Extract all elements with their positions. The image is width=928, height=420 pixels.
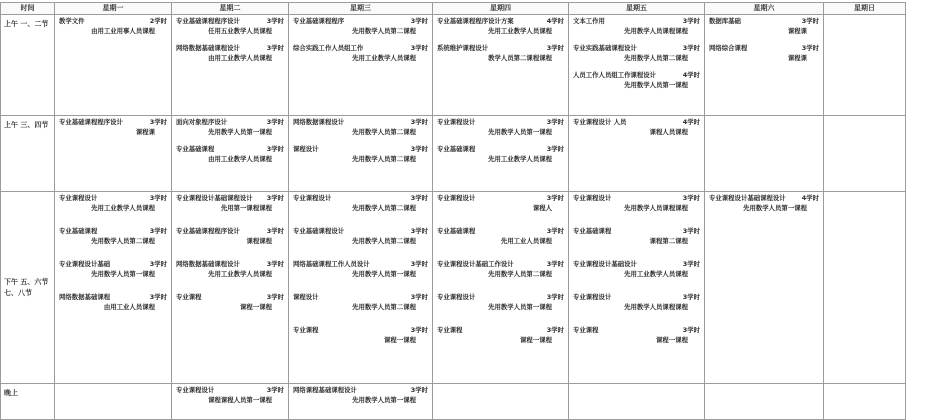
course-teacher: 由用工业教学人员课程 <box>208 53 272 62</box>
cell <box>705 384 824 420</box>
course-entry <box>172 116 288 137</box>
course-title: 综合实践工作人员组工作 <box>293 44 364 52</box>
row-morning-2 <box>1 116 906 192</box>
course-hours: 3学时 <box>682 293 700 301</box>
course-entry <box>172 291 288 312</box>
course-hours: 3学时 <box>682 260 700 268</box>
course-teacher: 课程课 <box>787 26 807 35</box>
course-teacher: 先用工业教学人员课程 <box>624 269 688 278</box>
cell <box>433 15 569 116</box>
course-entry <box>569 15 704 36</box>
course-teacher: 先用工业教学人员课程 <box>91 203 155 212</box>
course-teacher: 由用工业人员课程 <box>103 302 155 311</box>
course-entry <box>569 225 704 246</box>
course-entry <box>289 116 432 137</box>
course-hours: 3学时 <box>266 227 284 235</box>
course-entry <box>289 192 432 213</box>
course-title: 专业课程设计 <box>437 194 476 202</box>
cell <box>705 15 824 116</box>
course-hours: 3学时 <box>266 145 284 153</box>
course-hours: 3学时 <box>266 260 284 268</box>
course-entry <box>289 225 432 246</box>
course-teacher: 课程一课程 <box>240 302 272 311</box>
course-title: 专业课程设计基础课程设计 <box>176 194 253 202</box>
period-label: 上午 一、二节 <box>1 15 55 116</box>
cell <box>55 116 172 192</box>
cell <box>705 116 824 192</box>
course-hours: 3学时 <box>410 44 428 52</box>
course-hours: 3学时 <box>546 326 564 334</box>
course-title: 网络课程基础课程设计 <box>293 386 357 394</box>
course-entry <box>705 15 823 36</box>
course-teacher: 先用数学人员第二课程 <box>352 154 416 163</box>
course-hours: 3学时 <box>149 194 167 202</box>
course-title: 专业课程设计 <box>293 194 332 202</box>
course-hours: 3学时 <box>266 44 284 52</box>
course-title: 课程设计 <box>293 293 319 301</box>
course-hours: 3学时 <box>410 227 428 235</box>
header-tue: 星期二 <box>172 3 289 15</box>
course-hours: 3学时 <box>546 260 564 268</box>
course-teacher: 先用数学人员第二课程 <box>352 302 416 311</box>
header-sun: 星期日 <box>824 3 906 15</box>
course-entry <box>433 324 568 345</box>
course-hours: 3学时 <box>546 118 564 126</box>
course-hours: 3学时 <box>266 386 284 394</box>
course-hours: 3学时 <box>682 227 700 235</box>
course-entry <box>55 291 171 312</box>
cell <box>569 384 705 420</box>
course-title: 人员工作人员组工作课程设计 <box>573 71 657 79</box>
course-entry <box>705 42 823 63</box>
course-teacher: 课程一课程 <box>520 335 552 344</box>
course-teacher: 先用教学人员第一课程 <box>488 302 552 311</box>
course-title: 网络基础课程工作人员设计 <box>293 260 370 268</box>
course-title: 专业课程设计基础设计 <box>573 260 637 268</box>
course-teacher: 先用数学人员第一课程 <box>624 80 688 89</box>
course-entry <box>172 15 288 36</box>
course-entry <box>289 258 432 279</box>
cell <box>55 15 172 116</box>
course-hours: 4学时 <box>546 17 564 25</box>
course-title: 数据库基础 <box>709 17 741 25</box>
course-title: 教学文件 <box>59 17 85 25</box>
cell <box>172 116 289 192</box>
timetable <box>0 2 906 420</box>
course-hours: 3学时 <box>682 17 700 25</box>
course-entry <box>55 116 171 137</box>
course-title: 专业课程 <box>573 326 599 334</box>
course-teacher: 先用教学人员第一课程 <box>352 269 416 278</box>
course-hours: 3学时 <box>546 44 564 52</box>
course-entry <box>569 69 704 90</box>
header-time: 时间 <box>1 3 55 15</box>
cell <box>433 384 569 420</box>
course-entry <box>172 42 288 63</box>
course-entry <box>172 225 288 246</box>
course-hours: 3学时 <box>546 145 564 153</box>
course-title: 文本工作用 <box>573 17 605 25</box>
course-teacher: 课程一课程 <box>384 335 416 344</box>
course-hours: 3学时 <box>682 194 700 202</box>
course-teacher: 先用工业教学人员课程 <box>488 26 552 35</box>
course-entry <box>172 258 288 279</box>
cell <box>289 192 433 384</box>
row-morning-1 <box>1 15 906 116</box>
course-hours: 3学时 <box>410 118 428 126</box>
course-entry <box>172 143 288 164</box>
row-evening <box>1 384 906 420</box>
course-title: 专业课程设计 <box>437 118 476 126</box>
course-entry <box>55 192 171 213</box>
cell <box>705 192 824 384</box>
cell <box>569 192 705 384</box>
course-entry <box>289 42 432 63</box>
course-title: 专业课程设计 <box>437 293 476 301</box>
course-teacher: 先用工业教学人员课程 <box>352 53 416 62</box>
course-hours: 3学时 <box>546 227 564 235</box>
cell <box>55 384 172 420</box>
course-hours: 3学时 <box>801 44 819 52</box>
course-teacher: 课程课程人员第一课程 <box>208 395 272 404</box>
course-teacher: 先用数学人员第一课程 <box>743 203 807 212</box>
course-hours: 4学时 <box>801 194 819 202</box>
course-teacher: 教学人员第二课程课程 <box>488 53 552 62</box>
course-hours: 3学时 <box>410 145 428 153</box>
course-title: 专业基础课程程序设计 <box>176 17 240 25</box>
course-entry <box>569 192 704 213</box>
course-teacher: 由用工业用事人员课程 <box>91 26 155 35</box>
course-teacher: 先用数学人员第二课程 <box>352 127 416 136</box>
course-teacher: 课程第二课程 <box>649 236 688 245</box>
header-thu: 星期四 <box>433 3 569 15</box>
course-teacher: 先用第一课程课程 <box>220 203 272 212</box>
course-teacher: 任用五业教学人员课程 <box>208 26 272 35</box>
course-title: 专业基础课程程序设计 <box>59 118 123 126</box>
course-teacher: 课程人员课程 <box>649 127 688 136</box>
period-label: 晚上 <box>1 384 55 420</box>
course-teacher: 由用工业教学人员课程 <box>208 154 272 163</box>
course-teacher: 课程课 <box>787 53 807 62</box>
course-hours: 3学时 <box>682 326 700 334</box>
course-title: 专业课程设计 <box>176 386 215 394</box>
course-hours: 3学时 <box>266 293 284 301</box>
course-title: 面向对象程序设计 <box>176 118 228 126</box>
course-title: 专业课程设计 <box>59 194 98 202</box>
course-teacher: 先用数学人员第二课程 <box>352 26 416 35</box>
cell <box>172 15 289 116</box>
course-entry <box>569 324 704 345</box>
course-title: 专业基础课程 <box>59 227 98 235</box>
course-entry <box>55 258 171 279</box>
course-title: 网络数据基础课程 <box>59 293 111 301</box>
course-hours: 3学时 <box>410 293 428 301</box>
course-hours: 3学时 <box>801 17 819 25</box>
course-title: 课程设计 <box>293 145 319 153</box>
course-hours: 3学时 <box>149 118 167 126</box>
course-teacher: 先用数学人员第二课程 <box>91 236 155 245</box>
course-teacher: 先用教学人员第一课程 <box>488 127 552 136</box>
course-title: 专业课程设计基础课程设计 <box>709 194 786 202</box>
cell <box>289 15 433 116</box>
course-entry <box>55 225 171 246</box>
course-entry <box>433 116 568 137</box>
course-entry <box>289 143 432 164</box>
cell <box>569 15 705 116</box>
course-teacher: 先用教学人员第一课程 <box>208 127 272 136</box>
course-teacher: 先用教学人员课程课程 <box>624 302 688 311</box>
course-teacher: 先用教学人员课程课程 <box>624 26 688 35</box>
cell <box>433 116 569 192</box>
course-teacher: 先用工业人员课程 <box>500 236 552 245</box>
course-title: 专业课程设计 人员 <box>573 118 627 126</box>
cell <box>824 192 906 384</box>
cell <box>824 384 906 420</box>
course-hours: 3学时 <box>546 194 564 202</box>
course-entry <box>289 15 432 36</box>
course-title: 专业课程设计 <box>573 194 612 202</box>
course-hours: 3学时 <box>149 227 167 235</box>
course-teacher: 课程课 <box>135 127 155 136</box>
cell <box>289 116 433 192</box>
cell <box>824 116 906 192</box>
course-entry <box>433 192 568 213</box>
course-hours: 3学时 <box>682 44 700 52</box>
course-hours: 4学时 <box>682 71 700 79</box>
course-teacher: 先用教学人员第二课程 <box>352 236 416 245</box>
course-title: 专业实践基础课程设计 <box>573 44 637 52</box>
course-entry <box>289 384 432 405</box>
course-title: 网络数据课程设计 <box>293 118 345 126</box>
course-title: 网络数据基础课程设计 <box>176 44 240 52</box>
cell <box>55 192 172 384</box>
course-teacher: 先用教学人员课程课程 <box>624 203 688 212</box>
course-hours: 4学时 <box>682 118 700 126</box>
course-title: 专业课程设计基础工作设计 <box>437 260 514 268</box>
course-hours: 2学时 <box>149 17 167 25</box>
course-teacher: 先用数学人员第一课程 <box>91 269 155 278</box>
course-hours: 3学时 <box>266 118 284 126</box>
course-title: 专业课程 <box>176 293 202 301</box>
course-entry <box>569 291 704 312</box>
course-hours: 3学时 <box>410 386 428 394</box>
cell <box>172 192 289 384</box>
cell <box>824 15 906 116</box>
header-row <box>1 3 906 15</box>
course-title: 网络数据基础课程设计 <box>176 260 240 268</box>
course-entry <box>569 258 704 279</box>
course-teacher: 课程课程 <box>246 236 272 245</box>
course-teacher: 课程一课程 <box>656 335 688 344</box>
course-hours: 3学时 <box>410 194 428 202</box>
course-title: 专业课程设计基础 <box>59 260 111 268</box>
header-mon: 星期一 <box>55 3 172 15</box>
cell <box>172 384 289 420</box>
course-title: 专业课程 <box>437 326 463 334</box>
course-teacher: 先用工业教学人员课程 <box>488 154 552 163</box>
course-title: 专业课程 <box>293 326 319 334</box>
course-hours: 3学时 <box>410 260 428 268</box>
course-entry <box>172 192 288 213</box>
course-hours: 3学时 <box>410 326 428 334</box>
course-entry <box>433 258 568 279</box>
course-hours: 3学时 <box>546 293 564 301</box>
cell <box>433 192 569 384</box>
period-label: 下午 五、六节 七、八节 <box>1 192 55 384</box>
course-entry <box>433 225 568 246</box>
course-entry <box>433 42 568 63</box>
course-teacher: 先用数学人员第二课程 <box>624 53 688 62</box>
course-entry <box>433 143 568 164</box>
course-title: 专业基础课程设计 <box>293 227 345 235</box>
cell <box>289 384 433 420</box>
header-fri: 星期五 <box>569 3 705 15</box>
course-hours: 3学时 <box>410 17 428 25</box>
course-teacher: 课程人 <box>532 203 552 212</box>
course-title: 网络综合课程 <box>709 44 748 52</box>
course-teacher: 先用数学人员第二课程 <box>352 203 416 212</box>
course-entry <box>55 15 171 36</box>
course-entry <box>569 42 704 63</box>
course-entry <box>289 324 432 345</box>
course-title: 专业基础课程程序设计 <box>176 227 240 235</box>
course-entry <box>433 15 568 36</box>
course-teacher: 先用数学人员第二课程 <box>488 269 552 278</box>
header-wed: 星期三 <box>289 3 433 15</box>
header-sat: 星期六 <box>705 3 824 15</box>
course-entry <box>433 291 568 312</box>
course-teacher: 先用工业教学人员课程 <box>208 269 272 278</box>
course-teacher: 先用教学人员第一课程 <box>352 395 416 404</box>
course-title: 专业基础课程 <box>437 145 476 153</box>
course-title: 专业基础课程 <box>437 227 476 235</box>
course-hours: 3学时 <box>266 194 284 202</box>
course-hours: 3学时 <box>149 260 167 268</box>
course-title: 系统维护课程设计 <box>437 44 489 52</box>
course-title: 专业基础课程程序 <box>293 17 345 25</box>
course-hours: 3学时 <box>149 293 167 301</box>
cell <box>569 116 705 192</box>
course-hours: 3学时 <box>266 17 284 25</box>
course-entry <box>705 192 823 213</box>
course-title: 专业基础课程 <box>176 145 215 153</box>
course-title: 专业基础课程 <box>573 227 612 235</box>
course-entry <box>289 291 432 312</box>
course-title: 专业课程设计 <box>573 293 612 301</box>
period-label: 上午 三、四节 <box>1 116 55 192</box>
row-afternoon <box>1 192 906 384</box>
course-entry <box>172 384 288 405</box>
course-title: 专业基础课程程序设计方案 <box>437 17 514 25</box>
course-entry <box>569 116 704 137</box>
